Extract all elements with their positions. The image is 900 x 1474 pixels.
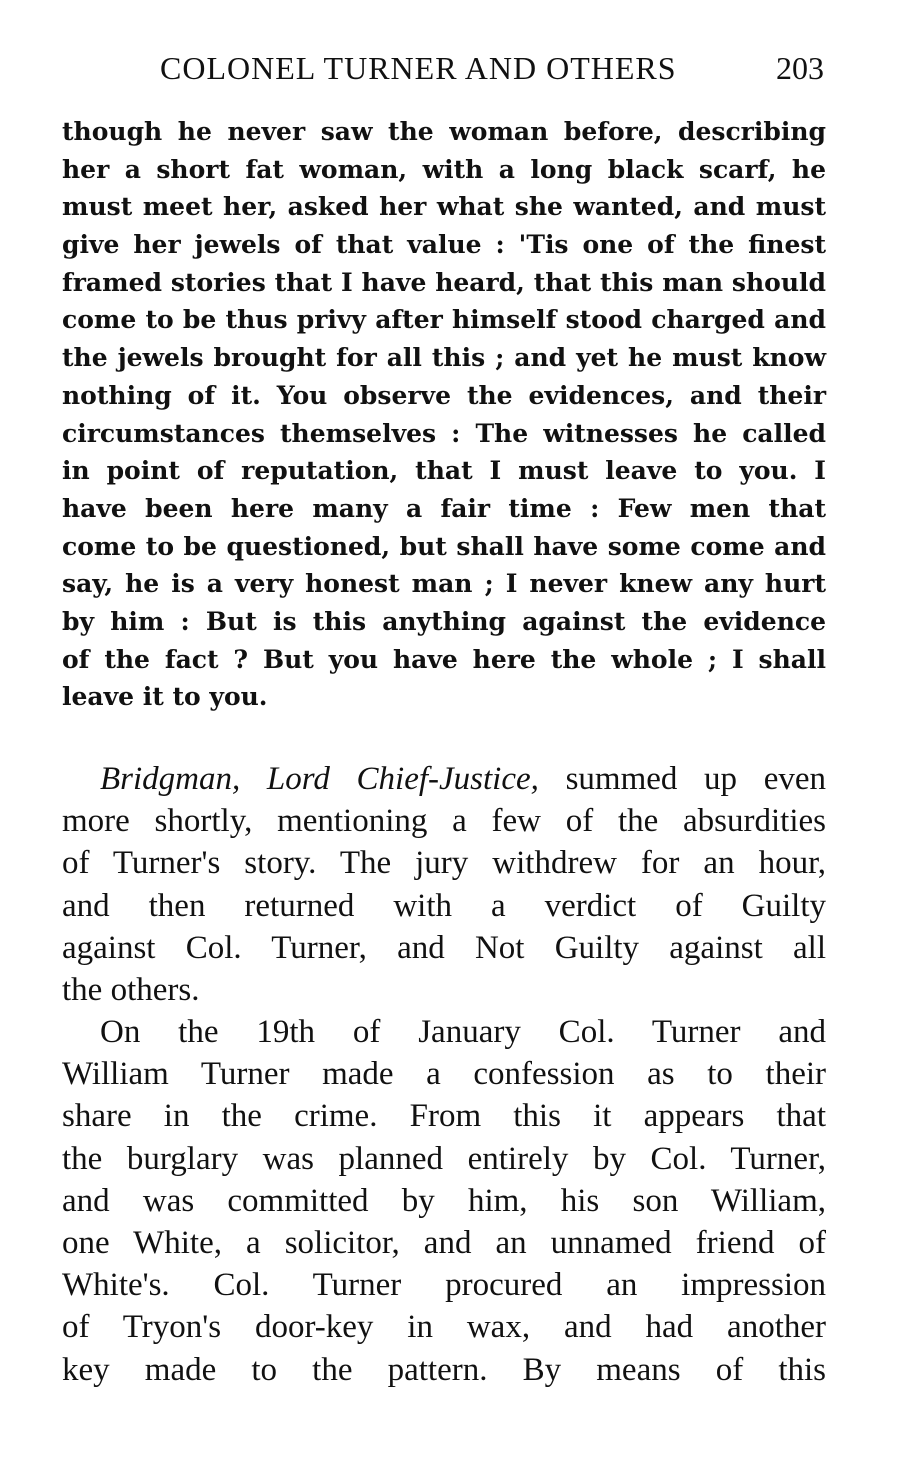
paragraph-line: White's. Col. Turner procured an impression: [62, 1267, 826, 1304]
paragraph-line: of Turner's story. The jury withdrew for an hour,: [62, 845, 826, 882]
quote-line: must meet her, asked her what she wanted, and must: [62, 192, 826, 222]
paragraph-line: the burglary was planned entirely by Col. Turner,: [62, 1140, 826, 1177]
paragraph-line: William Turner made a confession as to their: [62, 1056, 826, 1093]
paragraph-line: and was committed by him, his son William,: [62, 1182, 826, 1219]
quote-line: say, he is a very honest man ; I never knew any hurt: [62, 569, 826, 599]
paragraph-line: On the 19th of January Col. Turner and: [100, 1014, 826, 1050]
page-number: 203: [776, 50, 824, 86]
quote-line: by him : But is this anything against the evidence: [62, 606, 826, 636]
paragraph-line: one White, a solicitor, and an unnamed friend of: [62, 1224, 826, 1261]
quote-line: come to be questioned, but shall have some come and: [62, 531, 826, 561]
paragraph-line: the others.: [62, 971, 200, 1008]
quote-line: come to be thus privy after himself stood charged and: [62, 305, 826, 335]
running-title: COLONEL TURNER AND OTHERS: [160, 50, 677, 86]
paragraph-line: and then returned with a verdict of Guilty: [62, 887, 826, 924]
confession-paragraph: [62, 1011, 826, 1391]
quote-line: give her jewels of that value : 'Tis one of the finest: [62, 230, 826, 260]
quote-line: framed stories that I have heard, that this man should: [62, 267, 826, 297]
first-line-text: summed up even: [538, 761, 827, 797]
quote-line: the jewels brought for all this ; and yet he must know: [62, 343, 826, 373]
paragraph-line: against Col. Turner, and Not Guilty against all: [62, 929, 826, 966]
summing-up-paragraph: [62, 758, 826, 1011]
paragraph-first-line: [62, 758, 826, 800]
quote-line: of the fact ? But you have here the whole ; I shall: [62, 644, 826, 674]
paragraph-line: of Tryon's door-key in wax, and had another: [62, 1309, 826, 1346]
quote-line: nothing of it. You observe the evidences, and their: [62, 380, 826, 410]
quote-line: though he never saw the woman before, describing: [62, 117, 826, 146]
speaker-name: Bridgman, Lord Chief-Justice,: [100, 761, 539, 797]
quote-line: in point of reputation, that I must leave to you. I: [62, 456, 826, 486]
quote-line: her a short fat woman, with a long black scarf, he: [62, 154, 826, 184]
quote-line: leave it to you.: [62, 682, 268, 712]
quote-line: circumstances themselves : The witnesses he called: [62, 418, 826, 448]
paragraph-line: share in the crime. From this it appears that: [62, 1098, 826, 1135]
paragraph-line: more shortly, mentioning a few of the absurdities: [62, 803, 826, 840]
quoted-speech-block: [62, 113, 826, 716]
paragraph-line: key made to the pattern. By means of this: [62, 1351, 826, 1388]
quote-line: have been here many a fair time : Few men that: [62, 493, 826, 523]
running-head: [62, 48, 824, 92]
